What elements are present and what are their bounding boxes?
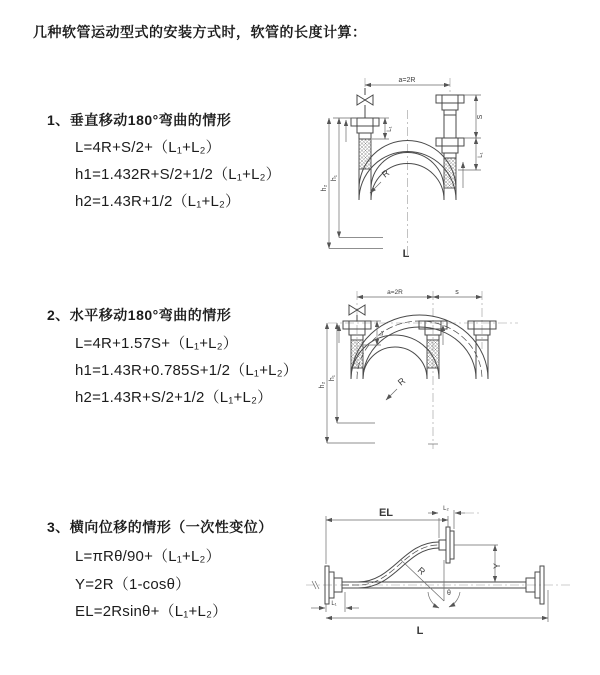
formula-line: h1=1.432R+S/2+1/2（L₁+L₂） — [75, 166, 281, 183]
formula-line: h2=1.43R+1/2（L₁+L₂） — [75, 193, 241, 210]
left-pipe-flange — [346, 118, 379, 169]
dim-l2-label: L₂ — [443, 506, 449, 512]
hose-s-curve — [342, 542, 439, 588]
dimension-l1-left — [372, 118, 393, 139]
dimension-width — [357, 289, 482, 297]
dimension-stroke — [458, 95, 484, 170]
dimension-heights — [321, 118, 383, 249]
dimension-el — [326, 507, 448, 564]
raised-flange — [439, 527, 454, 563]
radius-label: R — [415, 565, 428, 577]
dim-l1-label: L₁ — [478, 152, 484, 158]
diagram-vertical-180-bend — [313, 70, 538, 262]
page-title: 几种软管运动型式的安装方式时，软管的长度计算： — [33, 24, 367, 40]
radius-callout — [386, 375, 408, 400]
formula-line: Y=2R（1-cosθ） — [75, 576, 191, 593]
dim-el-label: EL — [378, 507, 394, 519]
formula-line: h2=1.43R+S/2+1/2（L₁+L₂） — [75, 389, 273, 406]
dim-width-label: a=2R — [398, 77, 416, 84]
radius-callout — [370, 167, 392, 193]
angle-label: θ — [447, 590, 451, 597]
diagram-horizontal-180-bend — [313, 283, 538, 457]
dim-stroke-label: S — [477, 114, 484, 120]
dimension-l — [326, 590, 548, 637]
dimension-l1 — [311, 592, 359, 612]
radius-label: R — [395, 375, 408, 388]
diagram-lateral-displacement — [298, 500, 598, 642]
radius-and-angle — [401, 560, 460, 608]
formula-line: L=4R+1.57S+（L₁+L₂） — [75, 335, 238, 352]
formula-line: h1=1.43R+0.785S+1/2（L₁+L₂） — [75, 362, 298, 379]
formula-line: L=4R+S/2+（L₁+L₂） — [75, 139, 221, 156]
valve-icon — [357, 88, 373, 118]
dim-y-label: Y — [492, 562, 502, 570]
dim-l-label: L — [416, 625, 424, 637]
dimension-l1 — [364, 321, 385, 345]
dim-h1-label: h₁ — [329, 374, 336, 382]
dim-stroke-label: s — [455, 289, 459, 296]
section3-heading: 3、横向位移的情形（一次性变位） — [47, 519, 273, 535]
section2-heading: 2、水平移动180°弯曲的情形 — [47, 307, 232, 323]
radius-label: R — [379, 167, 392, 180]
dim-h2-label: h₂ — [321, 184, 328, 192]
dim-l1-label: L₁ — [387, 126, 393, 132]
dim-l1-label: L₁ — [331, 601, 337, 607]
formula-line: EL=2Rsinθ+（L₁+L₂） — [75, 603, 228, 620]
dimension-width — [365, 77, 450, 85]
dim-h1-label: h₁ — [331, 174, 338, 182]
dim-width-label: a=2R — [387, 289, 403, 296]
dim-l1-label: L₁ — [379, 330, 385, 336]
section1-heading: 1、垂直移动180°弯曲的情形 — [47, 112, 232, 128]
dim-h2-label: h₂ — [319, 381, 326, 389]
dimension-y — [454, 545, 502, 582]
length-label: L — [402, 248, 410, 260]
formula-line: L=πRθ/90+（L₁+L₂） — [75, 548, 221, 565]
dimension-heights — [319, 323, 375, 443]
right-pipe-flange — [436, 95, 464, 188]
